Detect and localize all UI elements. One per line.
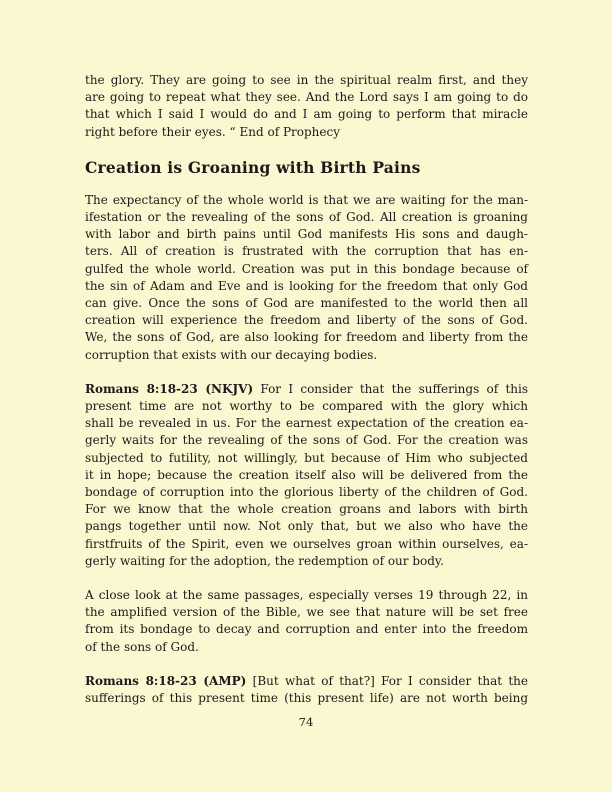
text-line: from its bondage to decay and corruption and enter into the freedom	[85, 622, 528, 637]
text-line: For we know that the whole creation groans and labors with birth	[85, 502, 528, 517]
section-heading: Creation is Groaning with Birth Pains	[85, 157, 421, 177]
text-line	[85, 381, 528, 398]
paragraph-prophecy-end	[85, 72, 528, 141]
text-line: gerly waits for the revealing of the sons of God. For the creation was	[85, 433, 528, 448]
text-line: The expectancy of the whole world is that we are waiting for the man-	[85, 192, 528, 207]
text-line: are going to repeat what they see. And the Lord says I am going to do	[85, 90, 528, 105]
scripture-reference-bold: Romans 8:18-23 (NKJV)	[85, 381, 254, 396]
text-run: For I consider that the sufferings of this	[253, 381, 528, 396]
page-number: 74	[298, 715, 314, 729]
text-line: ters. All of creation is frustrated with the corruption that has en-	[85, 244, 528, 259]
text-line: it in hope; because the creation itself also will be delivered from the	[85, 467, 528, 482]
text-line: present time are not worthy to be compared with the glory which	[85, 399, 528, 414]
text-line: can give. Once the sons of God are manifested to the world then all	[85, 296, 528, 311]
text-line: with labor and birth pains until God manifests His sons and daugh-	[85, 227, 528, 242]
scripture-reference-bold: Romans 8:18-23 (AMP)	[85, 673, 247, 688]
text-line: the sin of Adam and Eve and is looking for the freedom that only God	[85, 278, 528, 293]
text-line: gerly waiting for the adoption, the redemption of our body.	[85, 553, 444, 568]
text-line: sufferings of this present time (this present life) are not worth being	[85, 691, 528, 706]
text-line: the glory. They are going to see in the spiritual realm first, and they	[85, 73, 528, 87]
text-line	[85, 673, 528, 690]
paragraph-expectancy	[85, 192, 528, 364]
paragraph-romans-nkjv	[85, 381, 528, 570]
text-line: ifestation or the revealing of the sons of God. All creation is groaning	[85, 210, 528, 225]
text-line: right before their eyes. “ End of Prophecy	[85, 124, 340, 139]
text-line: that which I said I would do and I am going to perform that miracle	[85, 107, 528, 122]
text-line: corruption that exists with our decaying bodies.	[85, 347, 378, 362]
text-line: gulfed the whole world. Creation was put in this bondage because of	[85, 261, 528, 276]
text-line: subjected to futility, not willingly, but because of Him who subjected	[85, 450, 528, 465]
text-line: firstfruits of the Spirit, even we ourselves groan within ourselves, ea-	[85, 536, 528, 551]
text-line: bondage of corruption into the glorious liberty of the children of God.	[85, 485, 528, 500]
text-run: [But what of that?] For I consider that the	[246, 673, 528, 688]
text-line: pangs together until now. Not only that, but we also who have the	[85, 519, 528, 534]
paragraph-romans-amp	[85, 673, 528, 707]
text-line: the amplified version of the Bible, we see that nature will be set free	[85, 605, 528, 620]
text-line: of the sons of God.	[85, 639, 199, 654]
text-line: creation will experience the freedom and liberty of the sons of God.	[85, 313, 528, 328]
text-line: We, the sons of God, are also looking for freedom and liberty from the	[85, 330, 528, 345]
text-line: shall be revealed in us. For the earnest expectation of the creation ea-	[85, 416, 528, 431]
paragraph-close-look	[85, 587, 528, 656]
text-line: A close look at the same passages, especially verses 19 through 22, in	[85, 588, 528, 603]
